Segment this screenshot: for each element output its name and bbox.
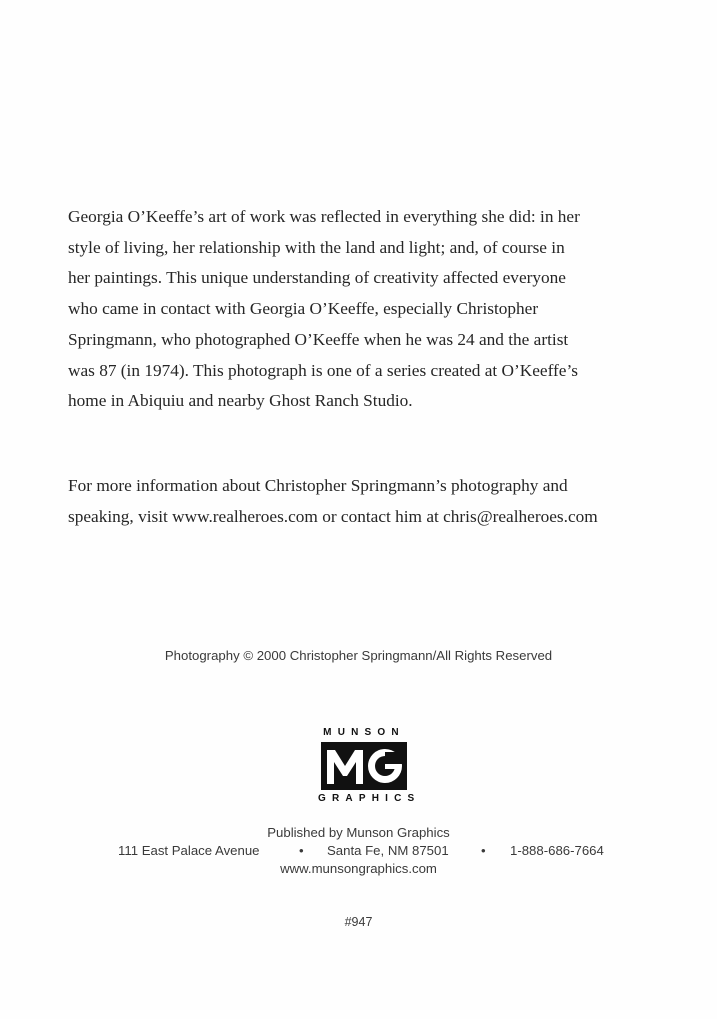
description-paragraph <box>68 202 668 417</box>
description-line: Springmann, who photographed O’Keeffe when he was 24 and the artist <box>68 329 569 349</box>
description-line: Georgia O’Keeffe’s art of work was reflected in everything she did: in her <box>68 207 580 226</box>
catalog-number: #947 <box>344 915 373 929</box>
bullet-separator: • <box>299 843 304 858</box>
publisher-street: 111 East Palace Avenue <box>118 843 260 858</box>
contact-line: For more information about Christopher Springmann’s photography and <box>68 476 568 495</box>
publisher-line: Published by Munson Graphics <box>267 825 450 840</box>
publisher-phone: 1-888-686-7664 <box>510 843 604 858</box>
publisher-city: Santa Fe, NM 87501 <box>327 843 449 858</box>
description-line: was 87 (in 1974). This photograph is one of a series created at O’Keeffe’s <box>68 360 578 380</box>
copyright-notice: Photography © 2000 Christopher Springmann/All Rights Reserved <box>164 648 553 663</box>
munson-graphics-mg-logo-icon <box>321 742 407 790</box>
description-line: her paintings. This unique understanding of creativity affected everyone <box>68 268 566 288</box>
munson-graphics-logo <box>318 727 421 807</box>
bullet-separator: • <box>481 843 486 858</box>
publisher-address-row <box>0 843 717 861</box>
contact-paragraph <box>68 471 668 532</box>
publisher-website: www.munsongraphics.com <box>280 861 437 876</box>
logo-top-text: MUNSON <box>323 727 405 738</box>
contact-line: speaking, visit www.realheroes.com or contact him at chris@realheroes.com <box>68 506 598 526</box>
description-line: home in Abiquiu and nearby Ghost Ranch Studio. <box>68 391 413 411</box>
description-line: style of living, her relationship with the land and light; and, of course in <box>68 237 565 257</box>
description-line: who came in contact with Georgia O’Keeffe, especially Christopher <box>68 299 539 319</box>
logo-bottom-text: GRAPHICS <box>318 793 421 804</box>
